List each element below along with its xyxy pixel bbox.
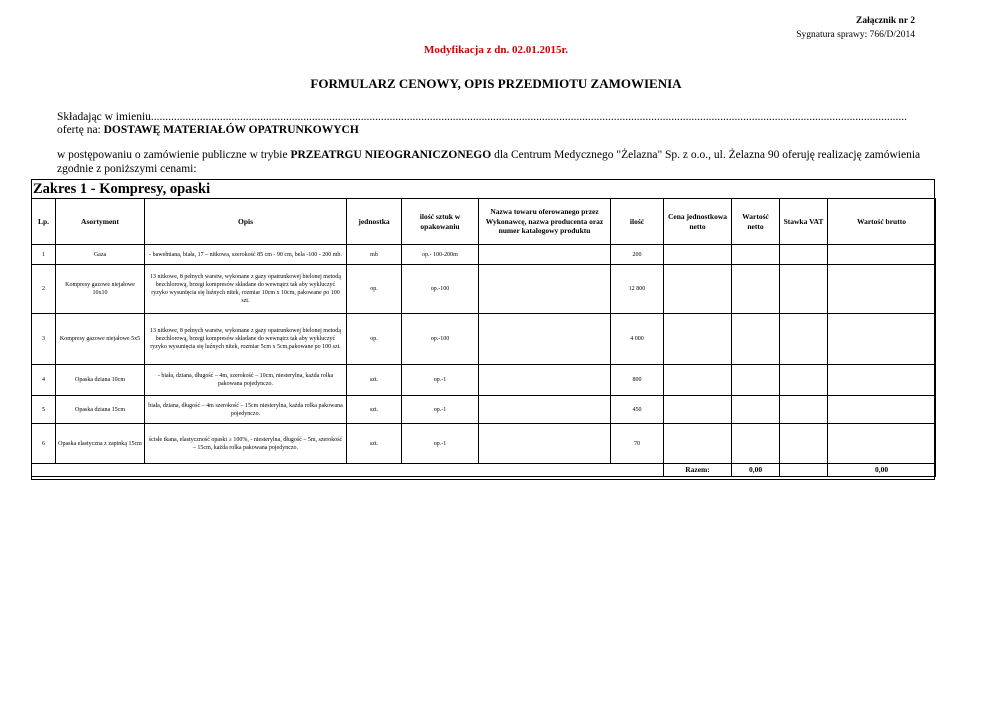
table-row [32,265,936,314]
cell-opis: 13 nitkowe, 8 pełnych warstw, wykonane z gazy opatrunkowej bielonej metodą bezchlorową, brzegi kompresów składane do wewnątrz tak aby wykluczyć ryzyko wysunięcia się luźnych nitek, rozmiar 10cm x 10cm, pakowane po 100 szt. [145,265,347,314]
totals-brutto: 0,00 [828,464,936,477]
cell-opis: ścisłe tkana, elastyczność opaski ≥ 100%, - niesterylna, długość – 5m, szerokość – 15cm, każda rolka pakowana pojedynczo. [145,424,347,464]
table-row [32,396,936,424]
cell-wartosc-netto[interactable] [732,424,780,464]
cell-lp: 4 [32,365,56,396]
cell-stawka-vat[interactable] [780,265,828,314]
intro-block [57,111,937,137]
cell-wartosc-netto[interactable] [732,396,780,424]
procedure-suffix: dla Centrum Medycznego "Żelazna" Sp. z o.o., ul. Żelazna 90 oferuję realizację zamówienia zgodnie z poniższymi cenami: [57,149,921,175]
cell-ilosc-sztuk: op.-1 [402,424,479,464]
cell-ilosc: 12 800 [611,265,664,314]
header-row [32,199,936,245]
cell-ilosc-sztuk: op.-1 [402,396,479,424]
header-ilosc: ilość [611,199,664,245]
totals-spacer [32,464,664,477]
table-row [32,314,936,365]
cell-ilosc: 450 [611,396,664,424]
cell-stawka-vat[interactable] [780,365,828,396]
table-row [32,245,936,265]
cell-ilosc-sztuk: op.-100 [402,265,479,314]
procedure-mode: PRZEATRGU NIEOGRANICZONEGO [290,149,492,161]
totals-label: Razem: [664,464,732,477]
cell-jednostka: op. [347,265,402,314]
cell-wartosc-brutto[interactable] [828,365,936,396]
cell-wartosc-netto[interactable] [732,245,780,265]
totals-vat [780,464,828,477]
cell-asortyment: Gaza [56,245,145,265]
cell-ilosc-sztuk: op.-1 [402,365,479,396]
bidder-name-line: Składając w imieniu....................................................................................................................................................................................................................................................................... [57,111,908,123]
cell-jednostka: szt. [347,365,402,396]
cell-wartosc-brutto[interactable] [828,424,936,464]
cell-jednostka: szt. [347,424,402,464]
cell-cena[interactable] [664,245,732,265]
cell-asortyment: Kompresy gazowe niejałowe 10x10 [56,265,145,314]
procedure-prefix: w postępowaniu o zamówienie publiczne w trybie [57,149,291,161]
cell-jednostka: szt. [347,396,402,424]
offer-subject: DOSTAWĘ MATERIAŁÓW OPATRUNKOWYCH [103,124,359,136]
header-jednostka: jednostka [347,199,402,245]
offer-subject-prefix: ofertę na: [57,124,104,136]
document-title: FORMULARZ CENOWY, OPIS PRZEDMIOTU ZAMOWIENIA [310,76,682,91]
header-lp: Lp. [32,199,56,245]
cell-ilosc: 800 [611,365,664,396]
cell-cena[interactable] [664,424,732,464]
table-row [32,365,936,396]
cell-opis: - bawełniana, biała, 17 – nitkowa, szerokość 85 cm - 90 cm, bela -100 - 200 mb. [145,245,347,265]
cell-opis: 13 nitkowe, 8 pełnych warstw, wykonane z gazy opatrunkowej bielonej metodą bezchlorową, brzegi kompresów składane do wewnątrz tak aby wykluczyć ryzyko wysunięcia się luźnych nitek, rozmiar 5cm x 5cm,pakowane po 100 szt. [145,314,347,365]
header-asortyment: Asortyment [56,199,145,245]
header-stawka-vat: Stawka VAT [780,199,828,245]
cell-wartosc-brutto[interactable] [828,314,936,365]
cell-jednostka: op. [347,314,402,365]
cell-asortyment: Kompresy gazowe niejałowe 5x5 [56,314,145,365]
cell-cena[interactable] [664,396,732,424]
cell-nazwa-towaru[interactable] [479,396,611,424]
cell-nazwa-towaru[interactable] [479,424,611,464]
modification-date: Modyfikacja z dn. 02.01.2015r. [423,44,569,56]
cell-wartosc-brutto[interactable] [828,265,936,314]
header-wartosc-netto: Wartość netto [732,199,780,245]
header-nazwa-towaru: Nazwa towaru oferowanego przez Wykonawcę, nazwa producenta oraz numer katalogowy produktu [479,199,611,245]
cell-lp: 6 [32,424,56,464]
cell-asortyment: Opaska dziana 15cm [56,396,145,424]
header-opis: Opis [145,199,347,245]
cell-lp: 1 [32,245,56,265]
cell-cena[interactable] [664,265,732,314]
cell-stawka-vat[interactable] [780,245,828,265]
header-wartosc-brutto: Wartość brutto [828,199,936,245]
cell-lp: 5 [32,396,56,424]
cell-asortyment: Opaska dziana 10cm [56,365,145,396]
cell-stawka-vat[interactable] [780,314,828,365]
attachment-number: Załącznik nr 2 [856,16,915,26]
cell-cena[interactable] [664,365,732,396]
cell-lp: 2 [32,265,56,314]
header-ilosc-sztuk: ilość sztuk w opakowaniu [402,199,479,245]
header-cena: Cena jednostkowa netto [664,199,732,245]
cell-asortyment: Opaska elastyczna z zapinką 15cm [56,424,145,464]
cell-wartosc-brutto[interactable] [828,396,936,424]
cell-ilosc-sztuk: op.- 100-200m [402,245,479,265]
cell-wartosc-netto[interactable] [732,365,780,396]
cell-ilosc: 4 000 [611,314,664,365]
offer-subject-line [57,124,937,137]
cell-jednostka: mb [347,245,402,265]
cell-wartosc-netto[interactable] [732,314,780,365]
totals-netto: 0,00 [732,464,780,477]
table-row [32,424,936,464]
procedure-paragraph [57,148,937,176]
cell-ilosc: 200 [611,245,664,265]
cell-opis: - biała, dziana, długość – 4m, szerokość – 10cm, niesterylna, każda rolka pakowana pojedynczo. [145,365,347,396]
cell-opis: biała, dziana, długość – 4m szerokość – 15cm niesterylna, każda rolka pakowana pojedynczo. [145,396,347,424]
cell-stawka-vat[interactable] [780,396,828,424]
cell-nazwa-towaru[interactable] [479,314,611,365]
cell-wartosc-brutto[interactable] [828,245,936,265]
cell-nazwa-towaru[interactable] [479,365,611,396]
cell-ilosc: 70 [611,424,664,464]
price-table [31,198,936,477]
cell-stawka-vat[interactable] [780,424,828,464]
section-heading: Zakres 1 - Kompresy, opaski [33,181,211,197]
cell-wartosc-netto[interactable] [732,265,780,314]
cell-lp: 3 [32,314,56,365]
cell-ilosc-sztuk: op.-100 [402,314,479,365]
totals-row [32,464,936,477]
cell-cena[interactable] [664,314,732,365]
cell-nazwa-towaru[interactable] [479,245,611,265]
case-signature: Sygnatura sprawy: 766/D/2014 [796,30,915,40]
cell-nazwa-towaru[interactable] [479,265,611,314]
